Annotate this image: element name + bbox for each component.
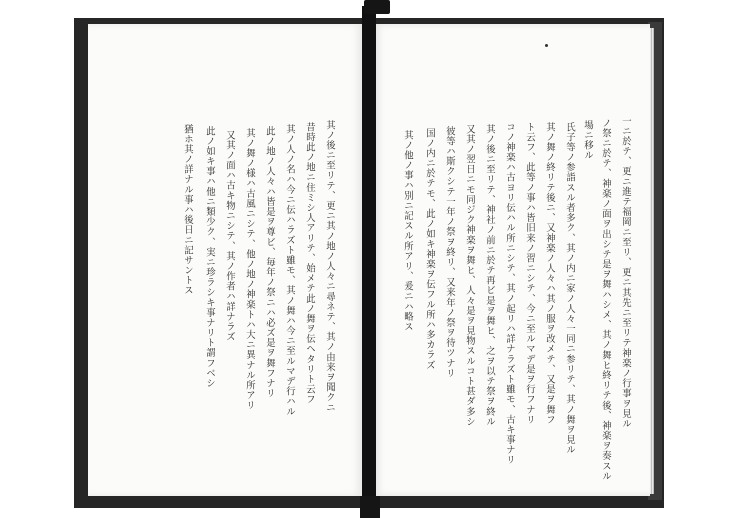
left-page-column: 其ノ後ニ至リテ、更ニ其ノ地ノ人々ニ尋ネテ、其ノ由来ヲ聞クニ: [324, 120, 335, 413]
right-page-column: コノ神楽ハ古ヨリ伝ハル所ニシテ、其ノ起リハ詳ナラズト雖モ、古キ事ナリ: [504, 122, 515, 466]
right-page-column: 一ニ於テ、更ニ進テ福岡ニ至リ、更ニ其先ニ至リテ神楽ノ行事ヲ見ル: [620, 116, 631, 429]
left-page-column: 猶ホ其ノ詳ナル事ハ後日ニ記サントス: [182, 124, 193, 296]
right-page-column: 又其ノ翌日ニモ同ジク神楽ヲ舞ヒ、人々是ヲ見物スルコト甚ダ多シ: [464, 124, 475, 427]
left-page-column: 此ノ地ノ人々ハ皆是ヲ尊ビ、毎年ノ祭ニハ必ズ是ヲ舞フナリ: [264, 126, 275, 399]
right-page-column: 其ノ他ノ事ハ別ニ記スル所アリ、爰ニハ略ス: [402, 130, 413, 332]
book-spine: [362, 6, 376, 512]
right-page-column: 場ニ移ル: [582, 120, 593, 161]
left-page-column: 又其ノ面ハ古キ物ニシテ、其ノ作者ハ詳ナラズ: [224, 130, 235, 342]
left-page: [88, 24, 365, 496]
right-page: [372, 24, 650, 496]
left-page-column: 昔時此ノ地ニ住ミシ人アリテ、始メテ此ノ舞ヲ伝ヘタリト云フ: [304, 122, 315, 405]
right-page-column: ト云フ、此等ノ事ハ皆旧来ノ習ニシテ、今ニ至ルマデ是ヲ行フナリ: [524, 122, 535, 425]
spine-clip-top: [364, 0, 390, 14]
ink-speck: [545, 44, 548, 47]
left-page-column: 其ノ舞ノ様ハ古風ニシテ、他ノ地ノ神楽トハ大ニ異ナル所アリ: [244, 128, 255, 411]
right-page-column: 其ノ舞ノ終リテ後ニ、又神楽ノ人々ハ其ノ服ヲ改メテ、又是ヲ舞フ: [544, 122, 555, 425]
right-page-column: 国ノ内ニ於テモ、此ノ如キ神楽ヲ伝フル所ハ多カラズ: [424, 128, 435, 371]
left-page-column: 其ノ人ノ名ハ今ニ伝ハラズト雖モ、其ノ舞ハ今ニ至ルマデ行ハル: [284, 124, 295, 417]
right-page-column: 氏子等ノ参詣スル者多ク、其ノ内ニ家ノ人々一同ニ参リテ、其ノ舞ヲ見ル: [564, 122, 575, 455]
right-page-column: ノ祭ニ於テ、神楽ノ面ヲ出シテ是ヲ舞ハシメ、其ノ舞ヒ終リテ後、神楽ヲ奏スル: [600, 118, 611, 482]
right-page-column: 彼等ハ斯クシテ一年ノ祭ヲ終リ、又来年ノ祭ヲ待ツナリ: [444, 126, 455, 379]
spine-clip-bottom: [360, 496, 380, 518]
left-page-column: 此ノ如キ事ハ他ニ類少ク、実ニ珍ラシキ事ナリト謂フベシ: [204, 126, 215, 389]
right-page-column: 其ノ後ニ至リテ、神社ノ前ニ於テ再ビ是ヲ舞ヒ、之ヲ以テ祭ヲ終ル: [484, 124, 495, 427]
